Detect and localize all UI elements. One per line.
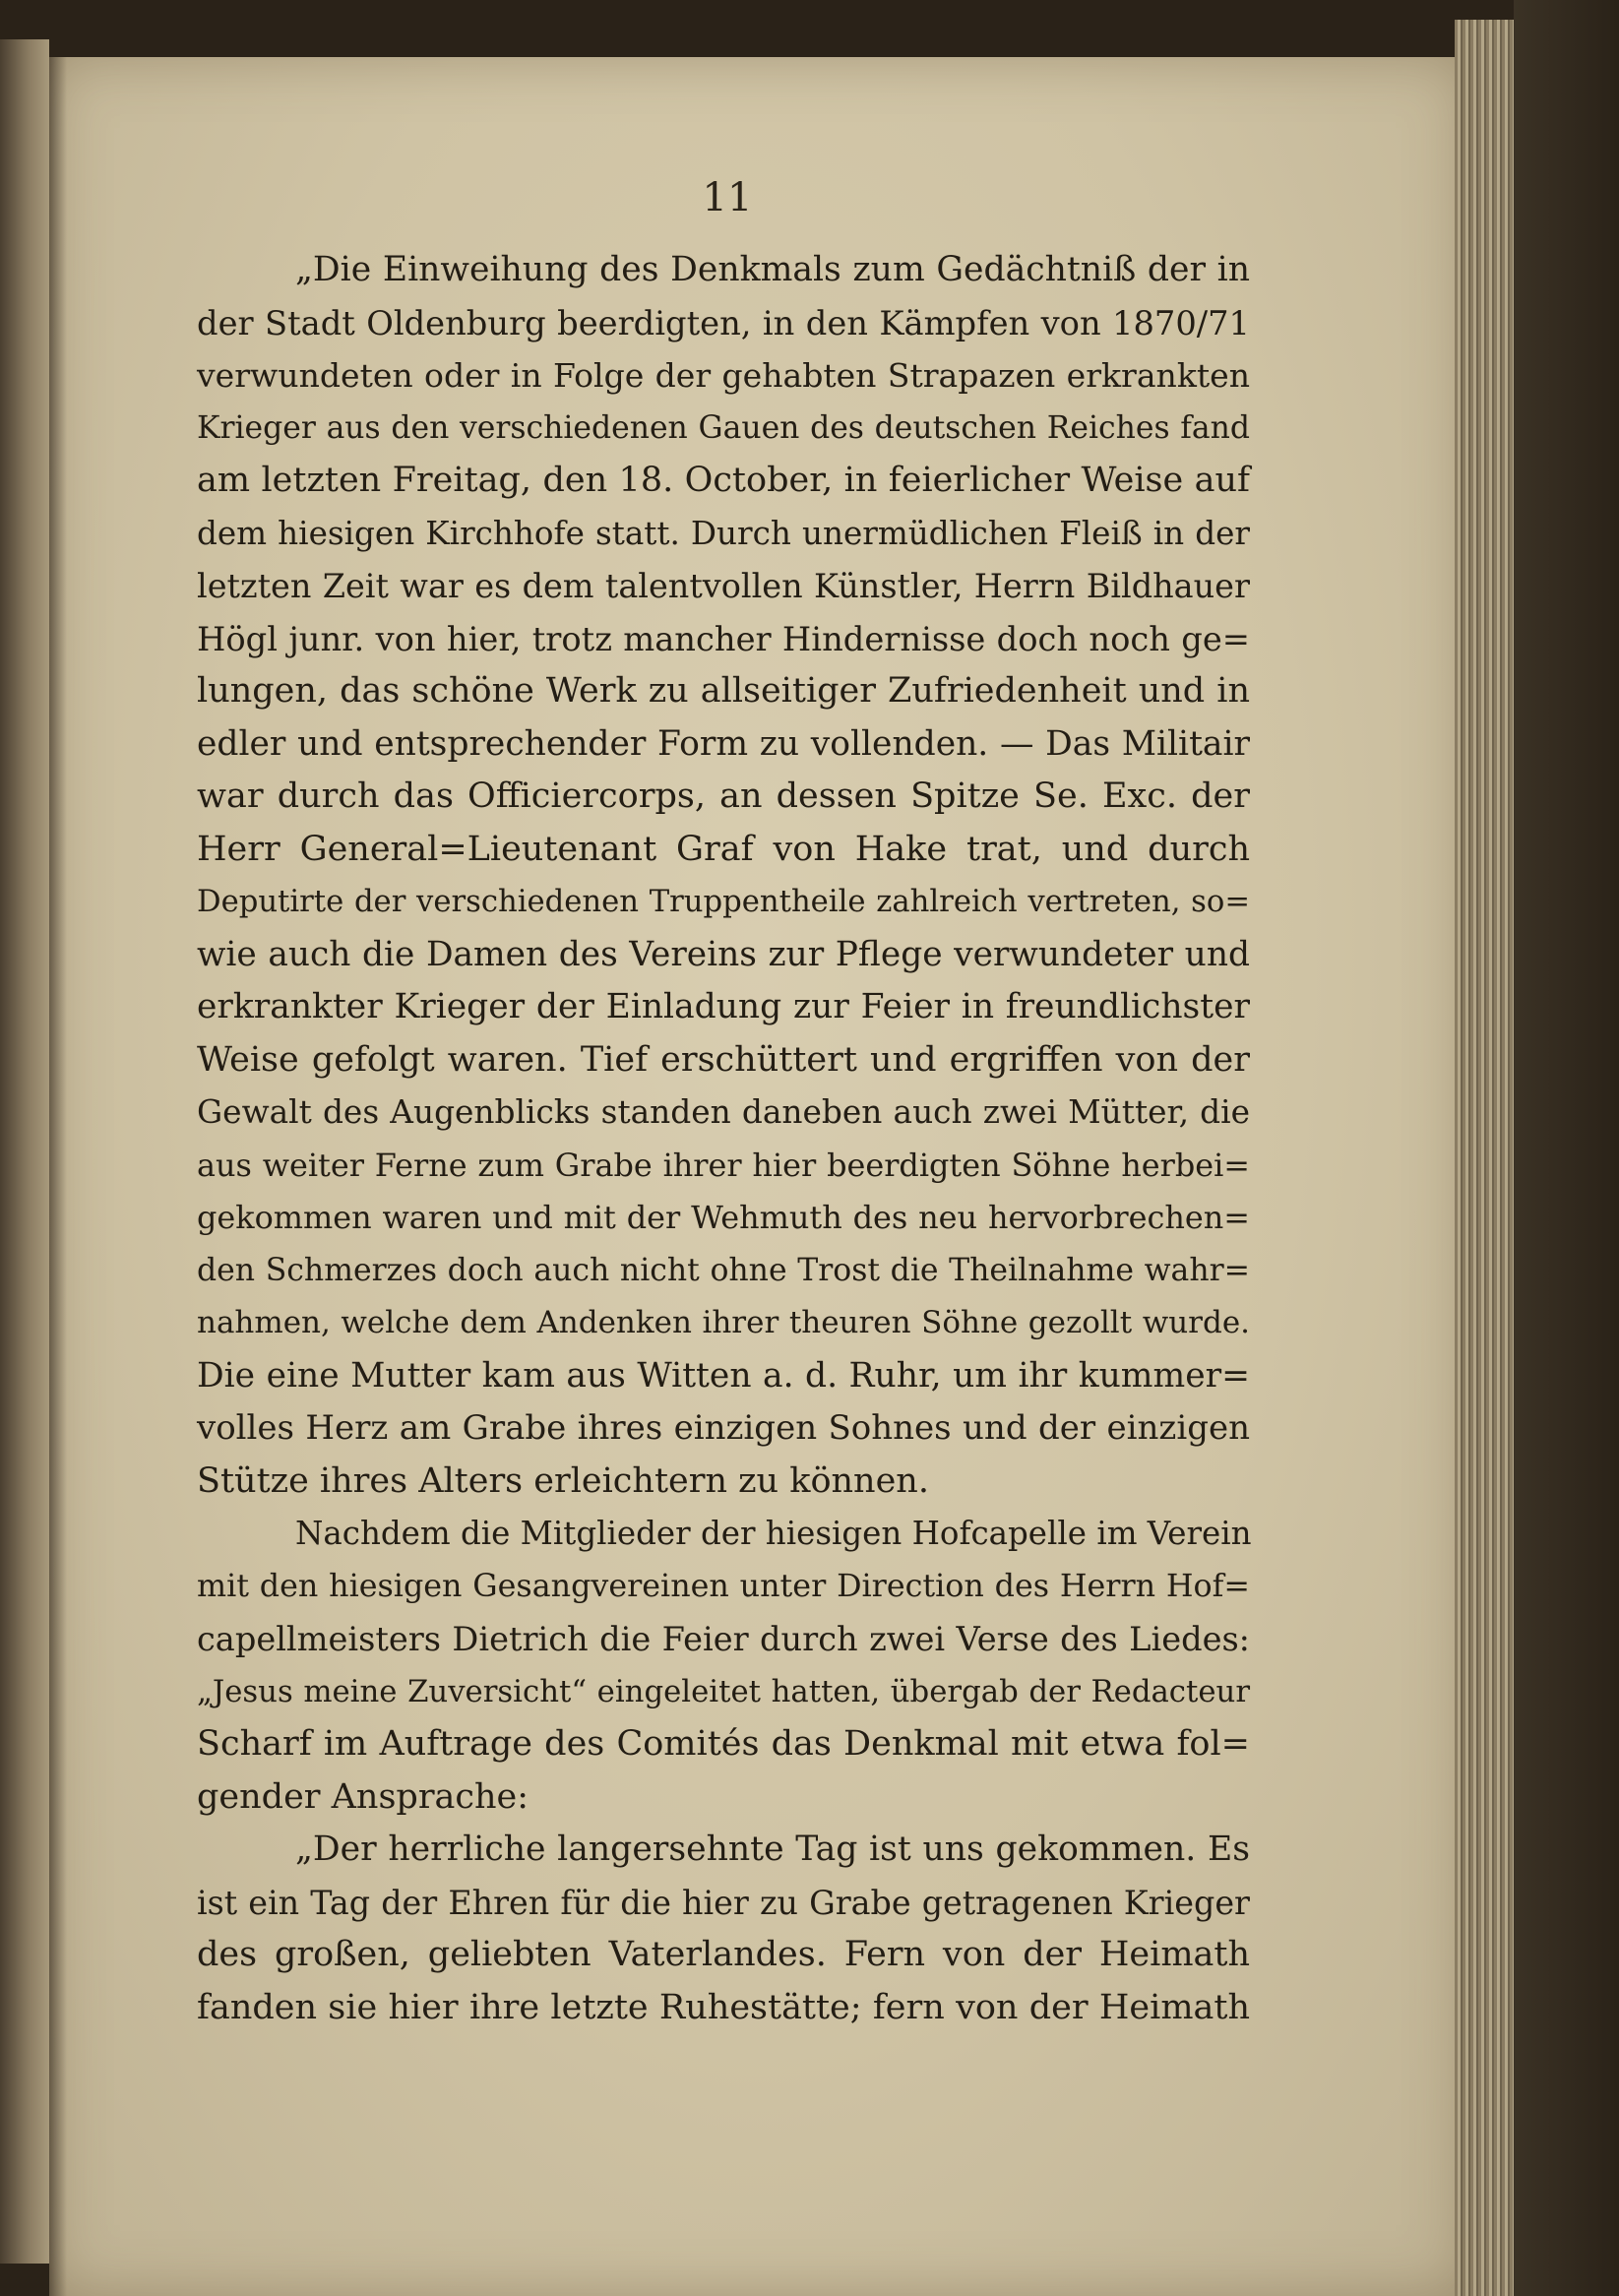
text-line: „Die Einweihung des Denkmals zum Gedächtniß der in (295, 250, 1250, 289)
text-line: am letzten Freitag, den 18. October, in feierlicher Weise auf (197, 461, 1250, 500)
page-stack-edge (1455, 20, 1514, 2296)
text-line: Gewalt des Augenblicks standen daneben auch zwei Mütter, die (197, 1093, 1250, 1131)
text-line: ist ein Tag der Ehren für die hier zu Grabe getragenen Krieger (197, 1883, 1250, 1922)
text-line: gekommen waren und mit der Wehmuth des neu hervorbrechen= (197, 1199, 1250, 1236)
text-line: Krieger aus den verschiedenen Gauen des deutschen Reiches fand (197, 409, 1250, 446)
page-gutter-shadow (49, 57, 67, 2296)
text-line: nahmen, welche dem Andenken ihrer theuren Söhne gezollt wurde. (197, 1305, 1250, 1340)
page-number: 11 (702, 175, 753, 220)
text-line: dem hiesigen Kirchhofe statt. Durch unermüdlichen Fleiß in der (197, 514, 1250, 552)
text-line: letzten Zeit war es dem talentvollen Künstler, Herrn Bildhauer (197, 567, 1250, 605)
text-line: war durch das Officiercorps, an dessen Spitze Se. Exc. der (197, 776, 1250, 816)
text-line: „Der herrliche langersehnte Tag ist uns gekommen. Es (295, 1830, 1250, 1869)
text-line: Weise gefolgt waren. Tief erschüttert und ergriffen von der (197, 1039, 1250, 1080)
text-line: aus weiter Ferne zum Grabe ihrer hier beerdigten Söhne herbei= (197, 1146, 1250, 1184)
text-line: verwundeten oder in Folge der gehabten Strapazen erkrankten (197, 356, 1250, 395)
text-line: wie auch die Damen des Vereins zur Pflege verwundeter und (197, 934, 1250, 974)
body-text (197, 244, 1250, 2034)
text-line: Die eine Mutter kam aus Witten a. d. Ruhr, um ihr kummer= (197, 1355, 1250, 1396)
text-line: mit den hiesigen Gesangvereinen unter Direction des Herrn Hof= (197, 1568, 1250, 1604)
text-line: Stütze ihres Alters erleichtern zu können. (197, 1460, 929, 1501)
text-line: Nachdem die Mitglieder der hiesigen Hofcapelle im Verein (295, 1515, 1252, 1552)
text-line: Deputirte der verschiedenen Truppentheile zahlreich vertreten, so= (197, 885, 1250, 919)
text-line: Högl junr. von hier, trotz mancher Hindernisse doch noch ge= (197, 619, 1250, 658)
text-line: erkrankter Krieger der Einladung zur Feier in freundlichster (197, 987, 1250, 1026)
text-line: des großen, geliebten Vaterlandes. Fern von der Heimath (197, 1935, 1250, 1974)
text-line: den Schmerzes doch auch nicht ohne Trost die Theilnahme wahr= (197, 1252, 1250, 1288)
text-line: gender Ansprache: (197, 1776, 529, 1817)
text-line: edler und entsprechender Form zu vollenden. — Das Militair (197, 723, 1250, 764)
text-line: Scharf im Auftrage des Comités das Denkmal mit etwa fol= (197, 1724, 1250, 1764)
adjacent-page-edge (1514, 0, 1619, 2296)
text-line: Herr General=Lieutenant Graf von Hake trat, und durch (197, 829, 1250, 869)
text-line: „Jesus meine Zuversicht“ eingeleitet hatten, übergab der Redacteur (197, 1673, 1250, 1709)
text-line: fanden sie hier ihre letzte Ruhestätte; fern von der Heimath (197, 1987, 1250, 2027)
left-page-edge (0, 39, 49, 2264)
text-line: lungen, das schöne Werk zu allseitiger Zufriedenheit und in (197, 671, 1250, 711)
text-line: volles Herz am Grabe ihres einzigen Sohnes und der einzigen (197, 1408, 1250, 1448)
text-line: der Stadt Oldenburg beerdigten, in den Kämpfen von 1870/71 (197, 303, 1250, 342)
text-line: capellmeisters Dietrich die Feier durch zwei Verse des Liedes: (197, 1620, 1250, 1658)
